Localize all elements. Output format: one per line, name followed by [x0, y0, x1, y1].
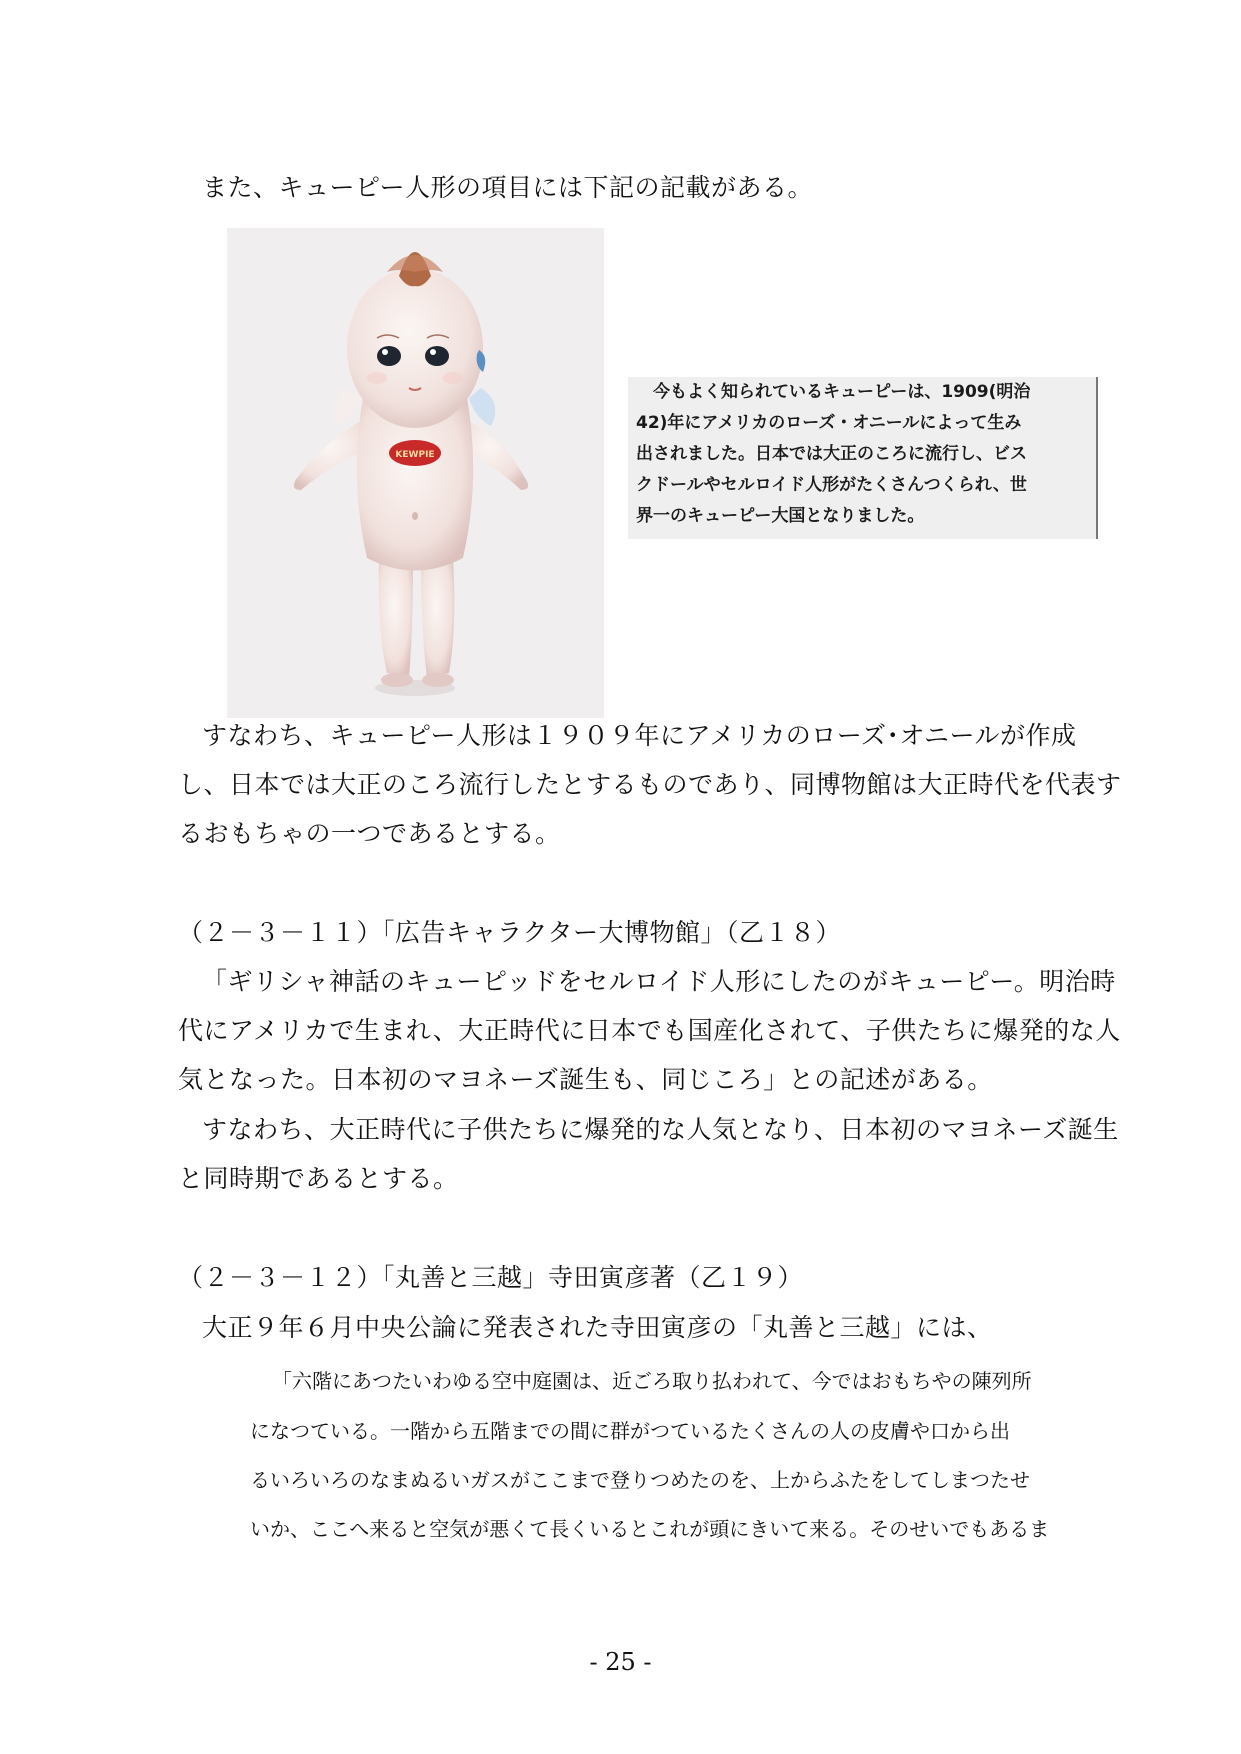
caption-line: クドールやセルロイド人形がたくさんつくられ、世 [636, 475, 1027, 495]
paragraph-line: 「ギリシャ神話のキューピッドをセルロイド人形にしたのがキューピー。明治時 [202, 967, 1116, 996]
caption-line: 界一のキューピー大国となりました。 [636, 506, 925, 526]
paragraph-line: 気となった。日本初のマヨネーズ誕生も、同じころ」との記述がある。 [178, 1065, 993, 1094]
caption-line: 今もよく知られているキューピーは、1909(明治 [636, 382, 1031, 402]
paragraph-line: 大正９年６月中央公論に発表された寺田寅彦の「丸善と三越」には、 [202, 1313, 993, 1342]
paragraph-line: るおもちゃの一つであるとする。 [178, 819, 561, 848]
quote-line: 「六階にあつたいわゆる空中庭園は、近ごろ取り払われて、今ではおもちやの陳列所 [272, 1369, 1032, 1393]
intro-text: また、キューピー人形の項目には下記の記載がある。 [202, 173, 814, 202]
caption-line: 42)年にアメリカのローズ・オニールによって生み [636, 413, 1022, 433]
section-heading: （２－３－１１）「広告キャラクター大博物館」（乙１８） [178, 918, 842, 947]
paragraph-line: し、日本では大正のころ流行したとするものであり、同博物館は大正時代を代表す [178, 770, 1122, 799]
paragraph-line: すなわち、大正時代に子供たちに爆発的な人気となり、日本初のマヨネーズ誕生 [202, 1115, 1119, 1144]
quote-line: いか、ここへ来ると空気が悪くて長くいるとこれが頭にきいて来る。そのせいでもあるま [250, 1517, 1050, 1541]
quote-line: になつている。一階から五階までの間に群がつているたくさんの人の皮膚や口から出 [250, 1419, 1010, 1443]
page-number: - 25 - [589, 1648, 652, 1676]
section-heading: （２－３－１２）「丸善と三越」寺田寅彦著（乙１９） [178, 1263, 804, 1292]
paragraph-line: すなわち、キューピー人形は１９０９年にアメリカのローズ･オニールが作成 [202, 721, 1077, 750]
caption-line: 出されました。日本では大正のころに流行し、ビス [636, 444, 1027, 464]
caption-box [628, 377, 1098, 539]
doll-chest-label: KEWPIE [395, 450, 435, 460]
kewpie-doll-photo [227, 228, 604, 718]
paragraph-line: と同時期であるとする。 [178, 1164, 459, 1193]
paragraph-line: 代にアメリカで生まれ、大正時代に日本でも国産化されて、子供たちに爆発的な人 [178, 1016, 1121, 1045]
quote-line: るいろいろのなまぬるいガスがここまで登りつめたのを、上からふたをしてしまつたせ [250, 1468, 1030, 1492]
